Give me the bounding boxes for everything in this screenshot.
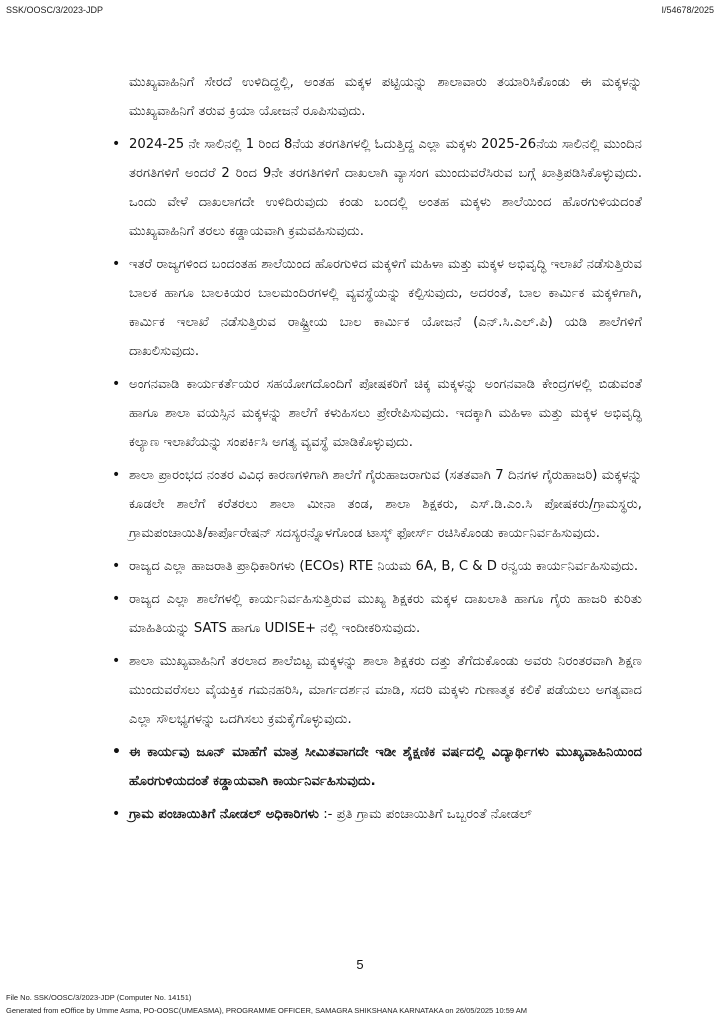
bullet-icon: • <box>112 591 121 607</box>
bullet-icon: • <box>112 136 121 152</box>
nodal-officers-heading: ಗ್ರಾಮ ಪಂಚಾಯಿತಿಗೆ ನೋಡಲ್ ಅಧಿಕಾರಿಗಳು <box>129 807 319 822</box>
list-item-bold <box>112 738 642 796</box>
bullet-icon: • <box>112 806 121 822</box>
list-item-text: ಇತರೆ ರಾಜ್ಯಗಳಿಂದ ಬಂದಂತಹ ಶಾಲೆಯಿಂದ ಹೊರಗುಳಿದ ಮಕ್ಕಳಿಗೆ ಮಹಿಳಾ ಮತ್ತು ಮಕ್ಕಳ ಅಭಿವೃದ್ಧಿ ಇಲಾಖೆ ನಡೆಸುತ್ತಿರುವ ಬಾಲಕ ಹಾಗೂ ಬಾಲಕಿಯರ ಬಾಲಮಂದಿರಗಳಲ್ಲಿ ವ್ಯವಸ್ಥೆಯನ್ನು ಕಲ್ಪಿಸುವುದು, ಅದರಂತೆ, ಬಾಲ ಕಾರ್ಮಿಕ ಮಕ್ಕಳಿಗಾಗಿ, ಕಾರ್ಮಿಕ ಇಲಾಖೆ ನಡೆಸುತ್ತಿರುವ ರಾಷ್ಟ್ರೀಯ ಬಾಲ ಕಾರ್ಮಿಕ ಯೋಜನೆ (ಎನ್.ಸಿ.ಎಲ್.ಪಿ) ಯಡಿ ಶಾಲೆಗಳಿಗೆ ದಾಖಲಿಸುವುದು. <box>129 257 642 359</box>
list-item <box>112 461 642 548</box>
bullet-icon: • <box>112 744 121 760</box>
bullet-icon: • <box>112 376 121 392</box>
list-item-text: ಈ ಕಾರ್ಯವು ಜೂನ್ ಮಾಹೆಗೆ ಮಾತ್ರ ಸೀಮಿತವಾಗದೇ ಇಡೀ ಶೈಕ್ಷಣಿಕ ವರ್ಷದಲ್ಲಿ ವಿದ್ಯಾರ್ಥಿಗಳು ಮುಖ್ಯವಾಹಿನಿಯಿಂದ ಹೊರಗುಳಿಯದಂತೆ ಕಡ್ಡಾಯವಾಗಿ ಕಾರ್ಯನಿರ್ವಹಿಸುವುದು. <box>129 745 642 789</box>
list-item-text: :- ಪ್ರತಿ ಗ್ರಾಮ ಪಂಚಾಯಿತಿಗೆ ಒಬ್ಬರಂತೆ ನೋಡಲ್ <box>319 807 532 822</box>
header-file-reference: SSK/OOSC/3/2023-JDP <box>6 5 104 15</box>
footer-generated-by: Generated from eOffice by Umme Asma, PO-OOSC(UMEASMA), PROGRAMME OFFICER, SAMAGRA SHIKSHANA KARNATAKA on 26/05/2025 10:59 AM <box>6 1006 527 1015</box>
list-item-nodal-officers <box>112 800 642 829</box>
list-item <box>112 250 642 366</box>
list-item <box>112 552 642 581</box>
list-item-text: ರಾಜ್ಯದ ಎಲ್ಲಾ ಶಾಲೆಗಳಲ್ಲಿ ಕಾರ್ಯನಿರ್ವಹಿಸುತ್ತಿರುವ ಮುಖ್ಯ ಶಿಕ್ಷಕರು ಮಕ್ಕಳ ದಾಖಲಾತಿ ಹಾಗೂ ಗೈರು ಹಾಜರಿ ಕುರಿತು ಮಾಹಿತಿಯನ್ನು SATS ಹಾಗೂ UDISE+ ನಲ್ಲಿ ಇಂದೀಕರಿಸುವುದು. <box>129 592 642 636</box>
list-item-text: ಶಾಲಾ ಪ್ರಾರಂಭದ ನಂತರ ವಿವಿಧ ಕಾರಣಗಳಿಗಾಗಿ ಶಾಲೆಗೆ ಗೈರುಹಾಜರಾಗುವ (ಸತತವಾಗಿ 7 ದಿನಗಳ ಗೈರುಹಾಜರಿ) ಮಕ್ಕಳನ್ನು ಕೂಡಲೇ ಶಾಲೆಗೆ ಕರೆತರಲು ಶಾಲಾ ಮೀನಾ ತಂಡ, ಶಾಲಾ ಶಿಕ್ಷಕರು, ಎಸ್.ಡಿ.ಎಂ.ಸಿ ಪೋಷಕರು/ಗ್ರಾಮಸ್ಥರು, ಗ್ರಾಮಪಂಚಾಯಿತಿ/ಕಾರ್ಪೊರೇಷನ್ ಸದಸ್ಯರನ್ನೊಳಗೊಂಡ ಟಾಸ್ಕ್ ಫೋರ್ಸ್ ರಚಿಸಿಕೊಂಡು ಕಾರ್ಯನಿರ್ವಹಿಸುವುದು. <box>129 468 642 541</box>
header-inward-number: I/54678/2025 <box>661 5 714 15</box>
bullet-icon: • <box>112 653 121 669</box>
list-item-text: ಅಂಗನವಾಡಿ ಕಾರ್ಯಕರ್ತೆಯರ ಸಹಯೋಗದೊಂದಿಗೆ ಪೋಷಕರಿಗೆ ಚಿಕ್ಕ ಮಕ್ಕಳನ್ನು ಅಂಗನವಾಡಿ ಕೇಂದ್ರಗಳಲ್ಲಿ ಬಿಡುವಂತೆ ಹಾಗೂ ಶಾಲಾ ವಯಸ್ಸಿನ ಮಕ್ಕಳನ್ನು ಶಾಲೆಗೆ ಕಳುಹಿಸಲು ಪ್ರೇರೇಪಿಸುವುದು. ಇದಕ್ಕಾಗಿ ಮಹಿಳಾ ಮತ್ತು ಮಕ್ಕಳ ಅಭಿವೃದ್ಧಿ ಕಲ್ಯಾಣ ಇಲಾಖೆಯನ್ನು ಸಂಪರ್ಕಿಸಿ ಅಗತ್ಯ ವ್ಯವಸ್ಥೆ ಮಾಡಿಕೊಳ್ಳುವುದು. <box>129 377 642 450</box>
document-body <box>112 68 642 829</box>
bullet-icon: • <box>112 558 121 574</box>
continued-paragraph: ಮುಖ್ಯವಾಹಿನಿಗೆ ಸೇರದೆ ಉಳಿದಿದ್ದಲ್ಲಿ, ಅಂತಹ ಮಕ್ಕಳ ಪಟ್ಟಿಯನ್ನು ಶಾಲಾವಾರು ತಯಾರಿಸಿಕೊಂಡು ಈ ಮಕ್ಕಳನ್ನು ಮುಖ್ಯವಾಹಿನಿಗೆ ತರುವ ಕ್ರಿಯಾ ಯೋಜನೆ ರೂಪಿಸುವುದು. <box>129 75 642 119</box>
list-item <box>112 585 642 643</box>
footer-file-number: File No. SSK/OOSC/3/2023-JDP (Computer No. 14151) <box>6 993 192 1002</box>
bullet-icon: • <box>112 467 121 483</box>
list-item-text: ಶಾಲಾ ಮುಖ್ಯವಾಹಿನಿಗೆ ತರಲಾದ ಶಾಲೆಬಿಟ್ಟ ಮಕ್ಕಳನ್ನು ಶಾಲಾ ಶಿಕ್ಷಕರು ದತ್ತು ತೆಗೆದುಕೊಂಡು ಅವರು ನಿರಂತರವಾಗಿ ಶಿಕ್ಷಣ ಮುಂದುವರೆಸಲು ವೈಯಕ್ತಿಕ ಗಮನಹರಿಸಿ, ಮಾರ್ಗದರ್ಶನ ಮಾಡಿ, ಸದರಿ ಮಕ್ಕಳು ಗುಣಾತ್ಮಕ ಕಲಿಕೆ ಪಡೆಯಲು ಅಗತ್ಯವಾದ ಎಲ್ಲಾ ಸೌಲಭ್ಯಗಳನ್ನು ಒದಗಿಸಲು ಕ್ರಮಕೈಗೊಳ್ಳುವುದು. <box>129 654 642 727</box>
list-item <box>112 130 642 246</box>
list-item-text: ರಾಜ್ಯದ ಎಲ್ಲಾ ಹಾಜರಾತಿ ಪ್ರಾಧಿಕಾರಿಗಳು (ECOs) RTE ನಿಯಮ 6A, B, C & D ರನ್ವಯ ಕಾರ್ಯನಿರ್ವಹಿಸುವುದು. <box>129 559 639 574</box>
list-item <box>112 647 642 734</box>
list-item <box>112 370 642 457</box>
page-number: 5 <box>356 957 364 972</box>
list-item-text: 2024-25 ನೇ ಸಾಲಿನಲ್ಲಿ 1 ರಿಂದ 8ನೆಯ ತರಗತಿಗಳಲ್ಲಿ ಓದುತ್ತಿದ್ದ ಎಲ್ಲಾ ಮಕ್ಕಳು 2025-26ನೆಯ ಸಾಲಿನಲ್ಲಿ ಮುಂದಿನ ತರಗತಿಗಳಿಗೆ ಅಂದರೆ 2 ರಿಂದ 9ನೇ ತರಗತಿಗಳಿಗೆ ದಾಖಲಾಗಿ ವ್ಯಾಸಂಗ ಮುಂದುವರೆಸಿರುವ ಬಗ್ಗೆ ಖಾತ್ರಿಪಡಿಸಿಕೊಳ್ಳುವುದು. ಒಂದು ವೇಳೆ ದಾಖಲಾಗದೇ ಉಳಿದಿರುವುದು ಕಂಡು ಬಂದಲ್ಲಿ ಅಂತಹ ಮಕ್ಕಳು ಶಾಲೆಯಿಂದ ಹೊರಗುಳಿಯದಂತೆ ಮುಖ್ಯವಾಹಿನಿಗೆ ತರಲು ಕಡ್ಡಾಯವಾಗಿ ಕ್ರಮವಹಿಸುವುದು. <box>129 137 642 239</box>
bullet-icon: • <box>112 256 121 272</box>
